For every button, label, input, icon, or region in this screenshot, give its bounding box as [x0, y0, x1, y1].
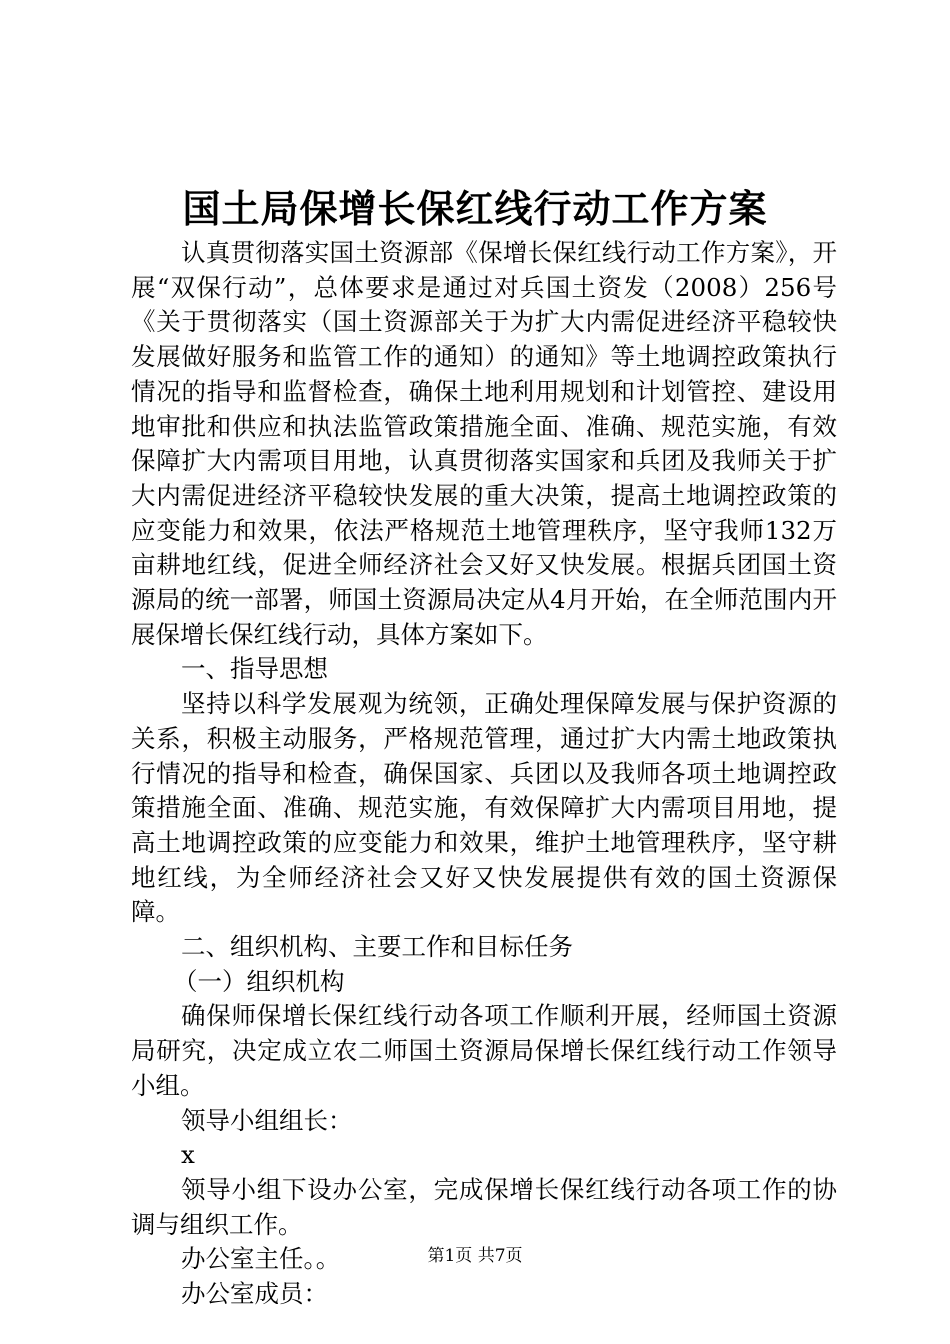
document-body	[131, 236, 837, 1312]
paragraph-team-leader: 领导小组组长：	[181, 1105, 353, 1135]
paragraph-guiding-ideology: 坚持以科学发展观为统领，正确处理保障发展与保护资源的关系，积极主动服务，严格规范管理，通过扩大内需土地政策执行情况的指导和检查，确保国家、兵团以及我师各项土地调控政策措施全面、准确、规范实施，有效保障扩大内需项目用地，提高土地调控政策的应变能力和效果，维护土地管理秩序，坚守耕地红线，为全师经济社会又好又快发展提供有效的国土资源保障。	[131, 689, 837, 927]
heading-guiding-ideology: 一、指导思想	[181, 654, 328, 684]
document-title: 国土局保增长保红线行动工作方案	[182, 186, 768, 231]
paragraph-intro: 认真贯彻落实国土资源部《保增长保红线行动工作方案》，开展“双保行动”，总体要求是通过对兵国土资发（2008）256号《关于贯彻落实（国土资源部关于为扩大内需促进经济平稳较快发展做好服务和监管工作的通知）的通知》等土地调控政策执行情况的指导和监督检查，确保土地利用规划和计划管控、建设用地审批和供应和执法监管政策措施全面、准确、规范实施，有效保障扩大内需项目用地，认真贯彻落实国家和兵团及我师关于扩大内需促进经济平稳较快发展的重大决策，提高土地调控政策的应变能力和效果，依法严格规范土地管理秩序，坚守我师132万亩耕地红线，促进全师经济社会又好又快发展。根据兵团国土资源局的统一部署，师国土资源局决定从4月开始，在全师范围内开展保增长保红线行动，具体方案如下。	[131, 238, 837, 649]
paragraph-office-director: 办公室主任。。	[181, 1244, 341, 1274]
paragraph-placeholder: x	[181, 1140, 195, 1170]
page-number-footer: 第1页 共7页	[427, 1246, 523, 1266]
heading-organization: （一）组织机构	[173, 966, 345, 996]
paragraph-organization: 确保师保增长保红线行动各项工作顺利开展，经师国土资源局研究，决定成立农二师国土资源局保增长保红线行动工作领导小组。	[131, 1001, 837, 1100]
paragraph-office: 领导小组下设办公室，完成保增长保红线行动各项工作的协调与组织工作。	[131, 1174, 837, 1239]
heading-organization-tasks: 二、组织机构、主要工作和目标任务	[181, 932, 573, 962]
paragraph-office-members: 办公室成员：	[181, 1279, 328, 1309]
